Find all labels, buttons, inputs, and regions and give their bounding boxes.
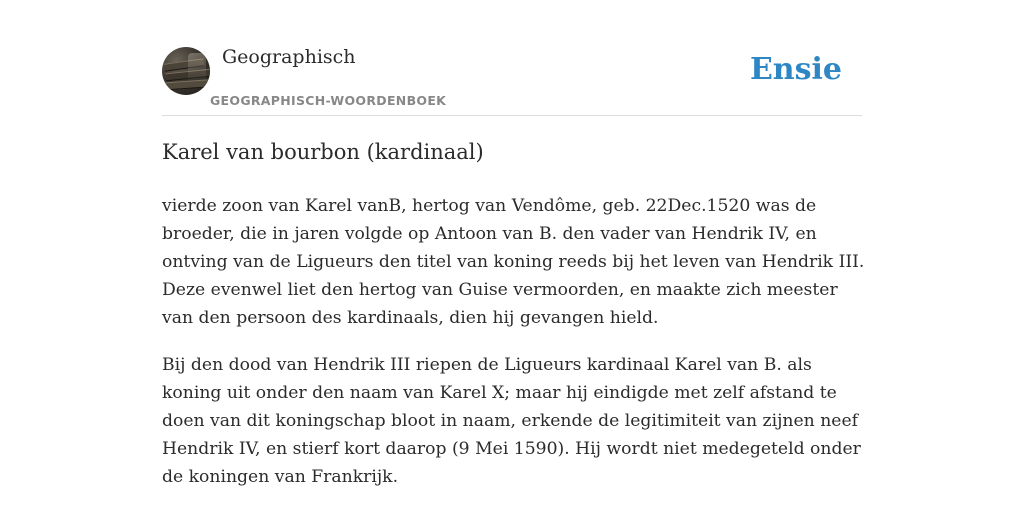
avatar-highlight xyxy=(188,53,206,83)
article-paragraph-1: vierde zoon van Karel vanB, hertog van Vendôme, geb. 22Dec.1520 was de broeder, die in jaren volgde op Antoon van B. den vader van Hendrik IV, en ontving van de Ligueurs den titel van koning reeds bij het leven van Hendrik III. Deze evenwel liet den hertog van Guise vermoorden, en maakte zich meester van den persoon des kardinaals, dien hij gevangen hield. xyxy=(162,196,865,328)
brand-logo-link[interactable]: Ensie xyxy=(749,52,842,87)
page-container xyxy=(162,0,865,487)
article-title: Karel van bourbon (kardinaal) xyxy=(162,140,484,164)
header xyxy=(162,0,862,116)
site-name-link[interactable]: Geographisch xyxy=(222,46,356,68)
site-subtitle: GEOGRAPHISCH-WOORDENBOEK xyxy=(210,93,447,108)
article-paragraph-2: Bij den dood van Hendrik III riepen de Ligueurs kardinaal Karel van B. als koning uit onder den naam van Karel X; maar hij eindigde met zelf afstand te doen van dit koningschap bloot in naam, erkende de legitimiteit van zijnen neef Hendrik IV, en stierf kort daarop (9 Mei 1590). Hij wordt niet medegeteld onder de koningen van Frankrijk. xyxy=(162,355,861,487)
book-stack-avatar-icon[interactable] xyxy=(162,47,210,95)
